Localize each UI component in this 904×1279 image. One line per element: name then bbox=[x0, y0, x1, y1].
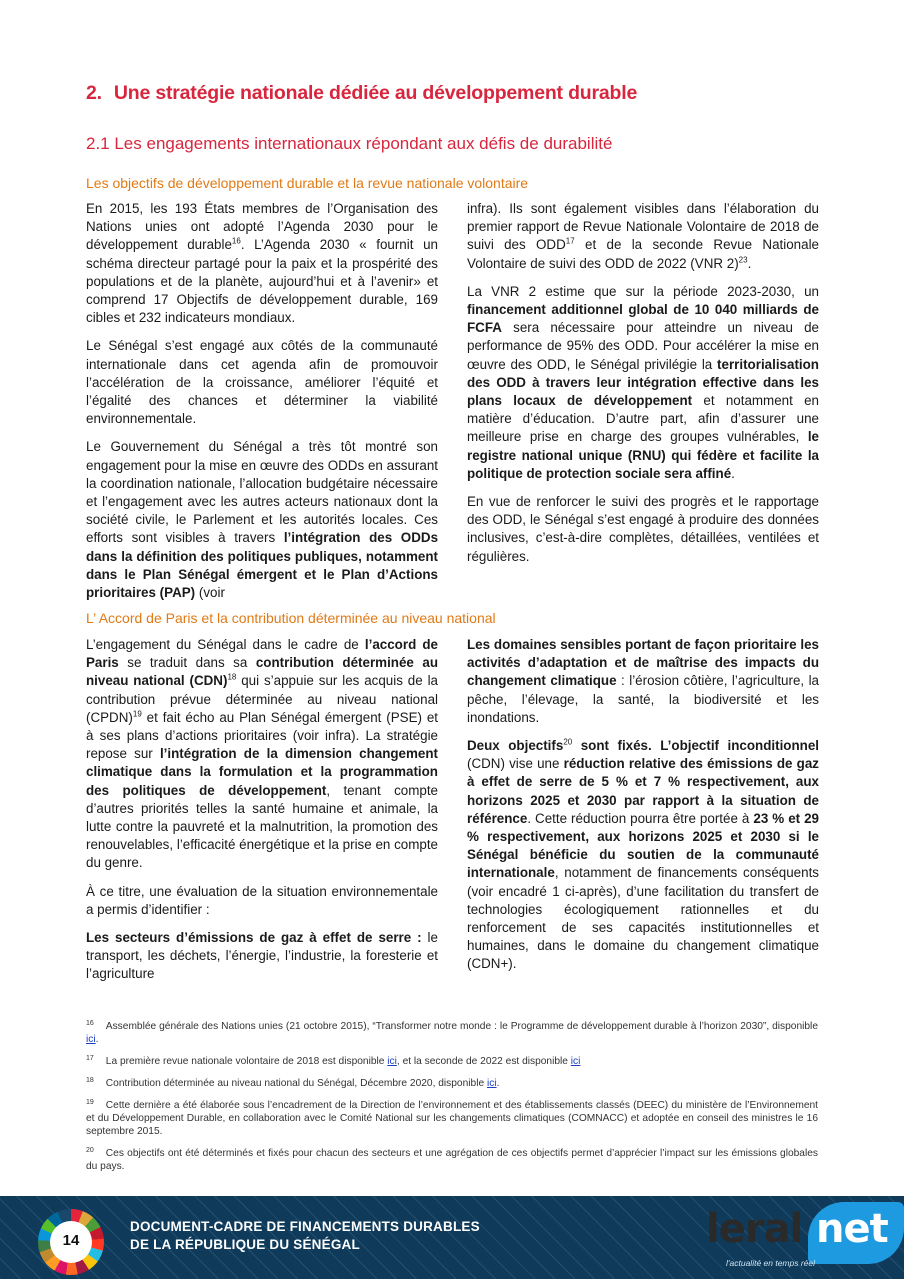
leral-net-logo: leral net l'actualité en temps réel bbox=[706, 1202, 904, 1279]
footnote-ref[interactable]: 23 bbox=[738, 255, 748, 265]
section-number: 2. bbox=[86, 82, 102, 104]
sdg-left-column bbox=[86, 200, 438, 612]
sdg-section-title: Les objectifs de développement durable et la revue nationale volontaire bbox=[86, 175, 529, 191]
paragraph: Deux objectifs$^{20}$ sont fixés. L’objectif inconditionnel (CDN) vise une réduction relative des émissions de gaz à effet de serre de 5 % et 7 % respectivement, aux horizons 2025 et 2030 par rapport à la situation de référence. Cette réduction pourra être portée à 23 % et 29 % respectivement, aux horizons 2025 et 2030 si le Sénégal bénéficie du soutien de la communauté internationale, notamment de financements conséquents (voir encadré 1 ci-après), d’une facilitation du transfert de technologies écologiquement rationnelles et du renforcement de ses capacités institutionnelles et humaines, dans le domaine du changement climatique (CDN+). bbox=[467, 737, 819, 972]
footnote: $^{16}$ Assemblée générale des Nations unies (21 octobre 2015), “Transformer notre monde : le Programme de développement durable à l’horizon 2030”, disponible ici. bbox=[86, 1019, 818, 1045]
paragraph: L’engagement du Sénégal dans le cadre de l’accord de Paris se traduit dans sa contribution déterminée au niveau national (CDN)$^{18}$ qui s’appuie sur les acquis de la contribution prévue déterminée au niveau national (CPDN)$^{19}$ et fait écho au Plan Sénégal émergent (PSE) et à ses plans d’actions prioritaires (voir infra). La stratégie repose sur l’intégration de la dimension changement climatique dans la formulation et la programmation des politiques de développement, tenant compte d’autres priorités telles la santé humaine et animale, la lutte contre la pauvreté et la malnutrition, la promotion des renouvelables, l’efficacité énergétique et la prise en compte du genre. bbox=[86, 637, 439, 871]
paragraph: À ce titre, une évaluation de la situation environnementale a permis d’identifier : bbox=[86, 883, 438, 917]
paragraph: Les domaines sensibles portant de façon prioritaire les activités d’adaptation et de maîtrise des impacts du changement climatique : l’érosion côtière, l’agriculture, la pêche, l’élevage, la santé, la biodiversité et les inondations. bbox=[467, 637, 820, 725]
paragraph: En 2015, les 193 États membres de l’Organisation des Nations unies ont adopté l’Agenda 2030 pour le développement durable$^{16}$. L’Agenda 2030 « fournit un schéma directeur partagé pour la paix et la prospérité des populations et de la planète, aujourd’hui et à l’avenir» et comprend 17 Objectifs de développement durable, 169 cibles et 232 indicateurs mondiaux. bbox=[86, 201, 438, 326]
footnote-ref[interactable]: 17 bbox=[565, 236, 575, 246]
section-heading bbox=[86, 82, 637, 105]
paragraph: En vue de renforcer le suivi des progrès et le rapportage des ODD, le Sénégal s’est engagé à produire des données inclusives, c’est-à-dire complètes, détaillées, ventilées et régulières. bbox=[467, 494, 819, 564]
footnote-link[interactable]: ici bbox=[570, 1056, 581, 1067]
paragraph: Les secteurs d’émissions de gaz à effet de serre : le transport, les déchets, l’énergie, l’industrie, la foresterie et l’agriculture bbox=[86, 930, 438, 982]
sdg-right-column bbox=[467, 200, 819, 576]
paragraph: La VNR 2 estime que sur la période 2023-2030, un financement additionnel global de 10 040 milliards de FCFA sera nécessaire pour atteindre un niveau de performance de 95% des ODD. Pour accélérer la mise en œuvre des ODD, le Sénégal privilégie la territorialisation des ODD à travers leur intégration effective dans les plans locaux de développement et notamment en matière d’éducation. D’autre part, afin d’assurer une meilleure prise en charge des groupes vulnérables, le registre national unique (RNU) qui fédère et facilite la politique de protection sociale sera affiné. bbox=[467, 283, 819, 481]
footnote-ref[interactable]: 16 bbox=[231, 236, 241, 246]
footnote: $^{19}$ Cette dernière a été élaborée sous l’encadrement de la Direction de l’environnement et des établissements classés (DEEC) du ministère de l’Environnement et du Développement Durable, en collaboration avec le Comité National sur les changements climatiques (COMNACC) et adoptée en conseil des ministres le 16 septembre 2015. bbox=[86, 1098, 818, 1137]
section-title: Une stratégie nationale dédiée au développement durable bbox=[113, 82, 638, 104]
footnote-ref[interactable]: 20 bbox=[563, 737, 573, 747]
footnote-link[interactable]: ici bbox=[86, 1034, 96, 1045]
footnote-ref[interactable]: 18 bbox=[227, 672, 237, 682]
footnote-ref[interactable]: 19 bbox=[132, 709, 142, 719]
subsection-heading: 2.1 Les engagements internationaux répondant aux défis de durabilité bbox=[86, 134, 613, 153]
page-number: 14 bbox=[62, 1232, 80, 1249]
footnotes bbox=[86, 1020, 818, 1182]
paragraph: Le Gouvernement du Sénégal a très tôt montré son engagement pour la mise en œuvre des ODDs en assurant la coordination nationale, l’allocation budgétaire nécessaire et l’engagement avec les autres acteurs nationaux dont la société civile, le Parlement et les autorités locales. Ces efforts sont visibles à travers l’intégration des ODDs dans la définition des politiques publiques, notamment dans le Plan Sénégal émergent et le Plan d’Actions prioritaires (PAP) (voir bbox=[86, 439, 439, 601]
page-footer bbox=[0, 1196, 904, 1279]
footnote-link[interactable]: ici bbox=[486, 1078, 497, 1089]
footnote: $^{18}$ Contribution déterminée au niveau national du Sénégal, Décembre 2020, disponible ici. bbox=[86, 1076, 500, 1089]
footnote: $^{20}$ Ces objectifs ont été déterminés et fixés pour chacun des secteurs et une agrégation de ces objectifs permet d’apprécier l’impact sur les émissions globales du pays. bbox=[86, 1146, 818, 1172]
paragraph: infra). Ils sont également visibles dans l’élaboration du premier rapport de Revue Nationale Volontaire de 2018 de suivi des ODD$^{17}$ et de la seconde Revue Nationale Volontaire de suivi des ODD de 2022 (VNR 2)$^{23}$. bbox=[467, 201, 820, 271]
footnote-link[interactable]: ici bbox=[387, 1056, 397, 1067]
paris-section-title: L’ Accord de Paris et la contribution déterminée au niveau national bbox=[86, 610, 496, 626]
paris-left-column bbox=[86, 636, 438, 994]
paragraph: Le Sénégal s’est engagé aux côtés de la communauté internationale dans cet agenda afin de promouvoir l’accélération de la croissance, améliorer l’équité et l’égalité des chances et déterminer la viabilité environnementale. bbox=[86, 338, 438, 427]
paris-right-column bbox=[467, 636, 819, 984]
footer-title: DOCUMENT-CADRE DE FINANCEMENTS DURABLES DE LA RÉPUBLIQUE DU SÉNÉGAL bbox=[130, 1219, 480, 1252]
footnote: $^{17}$ La première revue nationale volontaire de 2018 est disponible ici, et la seconde de 2022 est disponible ici bbox=[86, 1054, 581, 1067]
